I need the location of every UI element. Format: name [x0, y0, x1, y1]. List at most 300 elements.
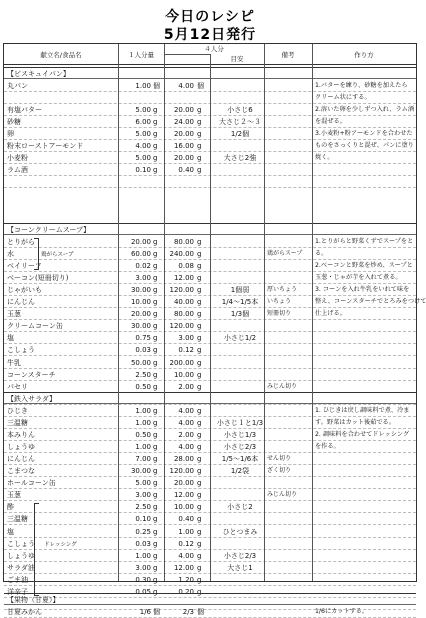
four-portion-amount: 80.00 — [173, 310, 194, 319]
four-portion-unit: g — [197, 479, 202, 488]
meyasu-guide: 1/2袋 — [230, 467, 250, 476]
one-portion-unit: g — [153, 431, 158, 440]
four-portion-unit: 個 — [197, 608, 204, 616]
ingredient-name: 砂糖 — [7, 118, 21, 127]
meyasu-guide — [216, 489, 264, 501]
one-portion-unit: g — [153, 118, 158, 127]
ingredient-name: ひじき — [7, 407, 28, 415]
four-portion-amount: 24.00 — [173, 118, 194, 127]
ingredient-name: しょうゆ — [7, 443, 35, 452]
four-portion-amount: 0.40 — [178, 166, 194, 175]
one-portion-unit: g — [153, 130, 158, 139]
meyasu-guide: 大さじ2強 — [223, 154, 257, 163]
remarks — [267, 272, 309, 284]
one-portion-amount: 0.10 — [135, 515, 151, 524]
four-portion-amount: 12.00 — [173, 274, 194, 283]
section-heading: 【果物（甘夏）】 — [4, 593, 416, 605]
method-step-text: 3.小麦粉+粉アーモンドを合わせた — [315, 130, 413, 138]
four-portion-amount: 4.00 — [178, 407, 194, 415]
one-portion-unit: g — [153, 527, 158, 536]
ingredient-group-label: ドレッシング — [44, 541, 77, 548]
one-portion-amount: 3.00 — [135, 491, 151, 500]
four-portion-unit — [197, 92, 207, 104]
method-step-text: ものをさっくりと混ぜ、パンに塗り — [315, 142, 414, 150]
meyasu-guide — [216, 357, 264, 369]
one-portion-unit: g — [153, 154, 158, 163]
four-portion-unit: g — [197, 298, 202, 307]
remarks — [267, 550, 309, 562]
one-portion-unit: g — [153, 274, 158, 283]
meyasu-guide — [216, 405, 264, 417]
one-portion-amount: 7.00 — [135, 455, 151, 464]
four-portion-amount: 2.00 — [178, 382, 194, 391]
one-portion-amount: 20.00 — [130, 310, 151, 319]
one-portion-amount: 5.00 — [135, 130, 151, 139]
four-portion-unit: g — [197, 370, 202, 379]
remarks — [267, 417, 309, 429]
one-portion-unit: g — [153, 322, 158, 331]
four-portion-amount — [166, 92, 194, 104]
meyasu-guide — [216, 236, 264, 248]
ingredient-name: こしょう — [7, 539, 35, 548]
four-portion-amount: 20.00 — [173, 479, 194, 488]
four-portion-amount: 10.00 — [173, 370, 194, 379]
four-portion-unit: g — [197, 106, 202, 115]
four-portion-unit: g — [197, 250, 202, 259]
one-portion-unit: g — [153, 370, 158, 379]
section-heading: 【鉄入サラダ】 — [4, 392, 416, 404]
ingredient-group-bracket — [34, 503, 39, 595]
four-portion-amount: 20.00 — [173, 154, 194, 163]
remarks — [267, 104, 309, 116]
ingredient-name — [7, 92, 119, 104]
four-portion-amount: 12.00 — [173, 491, 194, 500]
four-portion-unit: g — [197, 334, 202, 343]
one-portion-unit: g — [153, 166, 158, 175]
remarks — [267, 140, 309, 152]
four-portion-unit: g — [197, 455, 202, 464]
one-portion-unit — [153, 92, 163, 104]
meyasu-guide: 小さじ2/3 — [223, 551, 257, 560]
four-portion-amount: 0.08 — [178, 262, 194, 271]
meyasu-guide — [216, 381, 264, 393]
four-portion-amount: 3.00 — [178, 334, 194, 343]
one-portion-unit: g — [153, 419, 158, 428]
method-step-text: 2. 調味料を合わせてドレッシング — [315, 431, 410, 439]
one-portion-amount: 2.50 — [135, 370, 151, 379]
four-portion-amount: 4.00 — [178, 419, 194, 428]
ingredient-name: サラダ油 — [7, 563, 35, 572]
one-portion-amount: 1.00 — [135, 443, 151, 452]
one-portion-amount: 0.05 — [135, 587, 151, 596]
remarks: せん切り — [267, 455, 292, 463]
four-portion-amount: 200.00 — [169, 358, 194, 367]
meyasu-guide — [216, 477, 264, 489]
one-portion-unit: g — [153, 467, 158, 476]
one-portion-amount: 30.00 — [130, 286, 151, 295]
one-portion-unit — [153, 176, 163, 188]
one-portion-amount: 0.10 — [135, 166, 151, 175]
one-portion-amount: 0.03 — [135, 539, 151, 548]
remarks — [267, 405, 309, 417]
remarks — [267, 429, 309, 441]
ingredient-name: 三温糖 — [7, 419, 28, 428]
section-heading: 【コーンクリームスープ】 — [4, 223, 416, 235]
ingredient-name: 卵 — [7, 130, 14, 139]
remarks — [267, 332, 309, 344]
meyasu-guide: 1/3個 — [230, 310, 250, 319]
header-biko: 備考 — [281, 51, 295, 59]
four-portion-unit: g — [197, 346, 202, 355]
remarks — [267, 501, 309, 513]
one-portion-amount: 1.00 — [135, 407, 151, 415]
ingredient-name: ホールコーン缶 — [7, 479, 56, 488]
column-divider — [118, 44, 119, 581]
four-portion-unit: g — [197, 563, 202, 572]
one-portion-unit: g — [153, 575, 158, 584]
four-portion-unit: g — [197, 443, 202, 452]
meyasu-guide — [216, 260, 264, 272]
ingredient-name: ごま油 — [7, 575, 28, 584]
remarks — [267, 513, 309, 525]
ingredient-name: 塩 — [7, 527, 14, 536]
one-portion-unit: g — [153, 443, 158, 452]
one-portion-unit: g — [153, 298, 158, 307]
ingredient-name: ベーコン(短冊切り) — [7, 274, 69, 283]
method-step-text: を混ぜる。 — [315, 118, 346, 126]
ingredient-name: コーンスターチ — [7, 370, 56, 379]
four-portion-unit: g — [197, 527, 202, 536]
four-portion-amount: 240.00 — [169, 250, 194, 259]
ingredient-name: ラム酒 — [7, 166, 28, 175]
remarks: みじん切り — [267, 382, 298, 390]
one-portion-amount — [121, 176, 151, 188]
method-step-text: 1.バターを練り、砂糖を加えたら — [315, 82, 408, 89]
remarks — [267, 526, 309, 538]
meyasu-guide — [216, 344, 264, 356]
four-portion-amount: 20.00 — [173, 130, 194, 139]
four-portion-amount — [166, 176, 194, 188]
remarks — [267, 357, 309, 369]
ingredient-name: 小麦粉 — [7, 154, 28, 163]
one-portion-amount: 0.02 — [135, 262, 151, 271]
remarks: みじん切り — [267, 491, 298, 499]
method-step-text: 2.溶いた卵を少しずつ入れ、ラム酒 — [315, 106, 415, 114]
column-divider — [264, 44, 265, 581]
ingredient-name: しょうゆ — [7, 551, 35, 560]
four-portion-unit: g — [197, 142, 202, 151]
four-portion-unit: g — [197, 130, 202, 139]
ingredient-name: ベイリーフ — [7, 262, 42, 271]
four-portion-unit: g — [197, 467, 202, 476]
meyasu-guide — [216, 164, 264, 176]
one-portion-unit: g — [153, 455, 158, 464]
remarks — [267, 176, 309, 188]
meyasu-guide — [216, 606, 264, 618]
four-portion-unit: g — [197, 431, 202, 440]
four-portion-unit: g — [197, 419, 202, 428]
one-portion-unit: g — [153, 358, 158, 367]
remarks — [267, 562, 309, 574]
meyasu-guide: 1/5～1/6本 — [221, 455, 259, 464]
four-portion-unit: g — [197, 274, 202, 283]
four-portion-amount: 120.00 — [169, 467, 194, 476]
ingredient-name — [7, 176, 119, 188]
method-step-text: 1/6にカットする。 — [315, 608, 369, 615]
four-portion-amount: 2/3 — [182, 608, 194, 616]
remarks: ざく切り — [267, 467, 292, 475]
remarks — [267, 92, 309, 104]
meyasu-guide: 小さじ1/3 — [223, 431, 257, 440]
remarks — [267, 538, 309, 550]
four-portion-amount: 4.00 — [178, 82, 194, 90]
meyasu-guide — [216, 272, 264, 284]
one-portion-unit: g — [153, 382, 158, 391]
four-portion-unit: g — [197, 154, 202, 163]
method-step-text: 整え、コーンスターチでとろみをつけて — [315, 298, 426, 306]
ingredient-group-label: 鶏がらスープ — [41, 252, 74, 259]
ingredient-name: 玉葱 — [7, 491, 21, 500]
four-portion-unit: g — [197, 575, 202, 584]
four-portion-unit: g — [197, 286, 202, 295]
ingredient-name: 牛乳 — [7, 358, 21, 367]
meyasu-guide — [216, 538, 264, 550]
method-step-text: 1. ひじきは戻し調味料で煮、冷ま — [315, 407, 410, 414]
one-portion-unit: g — [153, 262, 158, 271]
ingredient-name: パセリ — [7, 382, 28, 391]
four-portion-amount: 4.00 — [178, 551, 194, 560]
ingredient-name: 丸パン — [7, 82, 28, 90]
remarks — [267, 441, 309, 453]
remarks — [267, 369, 309, 381]
one-portion-amount: 0.25 — [135, 527, 151, 536]
one-portion-amount — [121, 92, 151, 104]
four-portion-amount: 1.00 — [178, 527, 194, 536]
four-portion-unit: g — [197, 166, 202, 175]
remarks: 鶏がらスープ — [267, 250, 303, 258]
one-portion-unit: g — [153, 238, 158, 246]
ingredient-name: こまつな — [7, 467, 35, 476]
meyasu-guide: 小さじ1/2 — [223, 334, 257, 343]
four-portion-amount: 1.20 — [178, 575, 194, 584]
one-portion-amount: 1/6 — [139, 608, 151, 616]
one-portion-unit: g — [153, 503, 158, 512]
four-portion-unit: g — [197, 503, 202, 512]
ingredient-name: クリームコーン缶 — [7, 322, 63, 331]
meyasu-guide — [216, 574, 264, 586]
ingredient-name: 玉葱 — [7, 310, 21, 319]
four-portion-unit: g — [197, 118, 202, 127]
ingredient-name: にんじん — [7, 455, 35, 464]
ingredient-name: 有塩バター — [7, 106, 42, 115]
meyasu-guide — [216, 176, 264, 188]
column-divider — [164, 44, 165, 581]
one-portion-unit: g — [153, 563, 158, 572]
meyasu-guide: 小さじ2 — [227, 503, 253, 512]
one-portion-amount: 30.00 — [130, 467, 151, 476]
ingredient-name: 水 — [7, 250, 14, 259]
one-portion-unit: g — [153, 310, 158, 319]
four-portion-unit: g — [197, 382, 202, 391]
one-portion-unit: g — [153, 539, 158, 548]
remarks — [267, 344, 309, 356]
meyasu-guide: 小さじ6 — [227, 106, 253, 115]
four-portion-amount: 12.00 — [173, 563, 194, 572]
header-food-name: 献立名/食品名 — [40, 51, 82, 59]
remarks — [267, 477, 309, 489]
remarks — [267, 606, 309, 618]
four-portion-unit: g — [197, 310, 202, 319]
meyasu-guide — [216, 248, 264, 260]
four-portion-amount: 0.12 — [178, 346, 194, 355]
ingredient-name: 粉末ローストアーモンド — [7, 142, 84, 151]
one-portion-amount: 60.00 — [130, 250, 151, 259]
one-portion-unit: g — [153, 106, 158, 115]
method-step-text: 2.ベーコンと野菜を炒め、スープと — [315, 262, 413, 270]
four-portion-unit: g — [197, 539, 202, 548]
one-portion-unit: 個 — [153, 82, 160, 90]
one-portion-amount: 10.00 — [130, 298, 151, 307]
method-step-text: る。 — [315, 250, 328, 258]
one-portion-amount: 6.00 — [135, 118, 151, 127]
header-one-portion: １人分量 — [128, 51, 154, 59]
meyasu-guide — [216, 92, 264, 104]
remarks — [267, 320, 309, 332]
four-portion-unit: g — [197, 515, 202, 524]
column-divider — [210, 54, 211, 581]
recipe-title: 今日のレシピ — [165, 9, 255, 25]
ingredient-row — [4, 606, 416, 618]
one-portion-amount: 0.75 — [135, 334, 151, 343]
meyasu-guide: 1/2個 — [230, 130, 250, 139]
one-portion-amount: 0.30 — [135, 575, 151, 584]
four-portion-unit: g — [197, 491, 202, 500]
meyasu-guide: 1/4～1/5本 — [221, 298, 259, 307]
header-four-portion: ４人分 — [204, 45, 224, 53]
ingredient-name: 塩 — [7, 334, 14, 343]
remarks — [267, 164, 309, 176]
one-portion-amount: 1.00 — [135, 82, 151, 90]
remarks: 厚いちょう — [267, 286, 298, 294]
ingredient-name: とりがら — [7, 238, 35, 246]
method-step-text: クリーム状にする。 — [315, 94, 371, 102]
section-heading: 【ビスキュイパン】 — [4, 67, 416, 79]
remarks: 短冊切り — [267, 310, 292, 318]
one-portion-unit: g — [153, 142, 158, 151]
method-step-text: 仕上げる。 — [315, 310, 346, 318]
ingredient-name: 本みりん — [7, 431, 35, 440]
remarks — [267, 80, 309, 92]
one-portion-amount: 3.00 — [135, 563, 151, 572]
meyasu-guide: 大さじ1 — [227, 563, 253, 572]
one-portion-unit: g — [153, 515, 158, 524]
ingredient-name: 酢 — [7, 503, 14, 512]
four-portion-amount: 120.00 — [169, 322, 194, 331]
meyasu-guide: 1個弱 — [230, 286, 250, 295]
remarks: いちょう — [267, 298, 292, 306]
method-step-text: 玉葱・じゃが芋を入れて煮る。 — [315, 274, 402, 282]
one-portion-amount: 1.00 — [135, 551, 151, 560]
four-portion-unit: g — [197, 407, 202, 415]
ingredient-name: こしょう — [7, 346, 35, 355]
four-portion-amount: 0.40 — [178, 515, 194, 524]
one-portion-unit: g — [153, 346, 158, 355]
four-portion-unit: g — [197, 587, 202, 596]
ingredient-name: にんじん — [7, 298, 35, 307]
meyasu-guide — [216, 513, 264, 525]
method-step-text: 3. コーンを入れ牛乳をいれて味を — [315, 286, 410, 294]
method-step-text: 焼く。 — [315, 154, 334, 162]
one-portion-unit: g — [153, 250, 158, 259]
one-portion-unit: g — [153, 491, 158, 500]
one-portion-unit: g — [153, 407, 158, 415]
ingredient-group-bracket — [34, 238, 39, 270]
four-portion-unit: g — [197, 322, 202, 331]
method-step-text: す。野菜はカット後茹でる。 — [315, 419, 395, 427]
one-portion-unit: g — [153, 551, 158, 560]
four-portion-unit: g — [197, 238, 202, 246]
remarks — [267, 574, 309, 586]
one-portion-amount: 5.00 — [135, 154, 151, 163]
four-portion-unit: g — [197, 551, 202, 560]
remarks — [267, 152, 309, 164]
one-portion-amount: 5.00 — [135, 106, 151, 115]
one-portion-unit: g — [153, 334, 158, 343]
four-portion-unit: 個 — [197, 82, 204, 90]
remarks — [267, 236, 309, 248]
four-portion-amount: 80.00 — [173, 238, 194, 246]
four-portion-unit: g — [197, 358, 202, 367]
four-portion-unit: g — [197, 262, 202, 271]
meyasu-guide — [216, 320, 264, 332]
one-portion-amount: 3.00 — [135, 274, 151, 283]
column-divider — [312, 44, 313, 581]
one-portion-amount: 30.00 — [130, 322, 151, 331]
one-portion-amount: 0.50 — [135, 382, 151, 391]
ingredient-name: 甘夏みかん — [7, 608, 42, 616]
one-portion-amount: 5.00 — [135, 479, 151, 488]
one-portion-unit: 個 — [153, 608, 160, 616]
four-portion-amount: 4.00 — [178, 443, 194, 452]
one-portion-amount: 4.00 — [135, 142, 151, 151]
four-portion-amount: 10.00 — [173, 503, 194, 512]
one-portion-amount: 2.50 — [135, 503, 151, 512]
method-step-text: を作る。 — [315, 443, 340, 451]
one-portion-unit: g — [153, 587, 158, 596]
remarks — [267, 116, 309, 128]
one-portion-amount: 0.03 — [135, 346, 151, 355]
meyasu-guide: 小さじ１と1/3 — [216, 419, 264, 428]
meyasu-guide — [216, 369, 264, 381]
four-portion-amount: 0.20 — [178, 587, 194, 596]
recipe-table — [3, 43, 426, 616]
method-step-text: 1.とりがらと野菜くずでスープをと — [315, 238, 414, 245]
one-portion-unit: g — [153, 479, 158, 488]
four-portion-amount: 2.00 — [178, 431, 194, 440]
meyasu-guide — [216, 140, 264, 152]
four-portion-amount: 0.12 — [178, 539, 194, 548]
remarks — [267, 260, 309, 272]
one-portion-amount: 0.50 — [135, 431, 151, 440]
issue-date: 5月12日発行 — [163, 27, 257, 43]
meyasu-guide: ひとつまみ — [222, 527, 258, 536]
four-portion-amount: 40.00 — [173, 298, 194, 307]
four-portion-amount: 20.00 — [173, 106, 194, 115]
four-portion-amount: 120.00 — [169, 286, 194, 295]
remarks — [267, 128, 309, 140]
four-portion-amount: 28.00 — [173, 455, 194, 464]
one-portion-amount: 20.00 — [130, 238, 151, 246]
